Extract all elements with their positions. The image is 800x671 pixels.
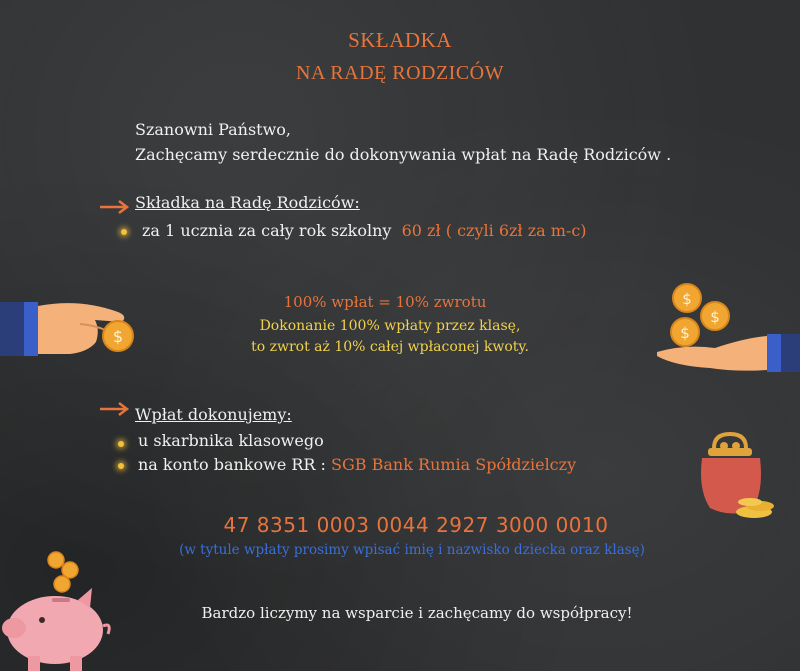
svg-text:$: $ <box>112 327 124 346</box>
payment-item-treasurer: u skarbnika klasowego <box>138 431 324 450</box>
payment-item-bank <box>138 455 576 474</box>
greeting-intro: Zachęcamy serdecznie do dokonywania wpłat na Radę Rodziców . <box>135 145 672 164</box>
hand-receiving-coins-icon <box>655 282 800 382</box>
payment-bank-label: na konto bankowe RR : <box>138 455 326 474</box>
bullet-dot-icon <box>121 229 127 235</box>
refund-headline: 100% wpłat = 10% zwrotu <box>283 293 487 311</box>
arrow-right-icon <box>100 200 130 214</box>
page-subtitle: NA RADĘ RODZICÓW <box>296 62 504 84</box>
payment-heading: Wpłat dokonujemy: <box>135 405 292 424</box>
closing-message: Bardzo liczymy na wsparcie i zachęcamy do współpracy! <box>201 604 633 622</box>
fee-item <box>142 221 587 240</box>
svg-text:$: $ <box>682 290 692 308</box>
account-note: (w tytule wpłaty prosimy wpisać imię i nazwisko dziecka oraz klasę) <box>179 542 645 558</box>
purse-icon <box>690 430 778 525</box>
refund-line-3: to zwrot aż 10% całej wpłaconej kwoty. <box>251 339 529 355</box>
svg-text:$: $ <box>710 308 720 326</box>
bullet-dot-icon <box>118 441 124 447</box>
fee-amount: 60 zł ( czyli 6zł za m-c) <box>401 221 587 240</box>
greeting-line: Szanowni Państwo, <box>135 120 292 139</box>
account-number: 47 8351 0003 0044 2927 3000 0010 <box>223 513 609 537</box>
fee-item-text: za 1 ucznia za cały rok szkolny <box>142 221 392 240</box>
svg-text:$: $ <box>680 324 690 342</box>
arrow-right-icon <box>100 402 130 416</box>
bullet-dot-icon <box>118 463 124 469</box>
refund-line-2: Dokonanie 100% wpłaty przez klasę, <box>259 318 521 334</box>
payment-bank-name: SGB Bank Rumia Spółdzielczy <box>331 455 577 474</box>
page-title: SKŁADKA <box>348 28 452 52</box>
fee-heading: Składka na Radę Rodziców: <box>135 193 360 212</box>
